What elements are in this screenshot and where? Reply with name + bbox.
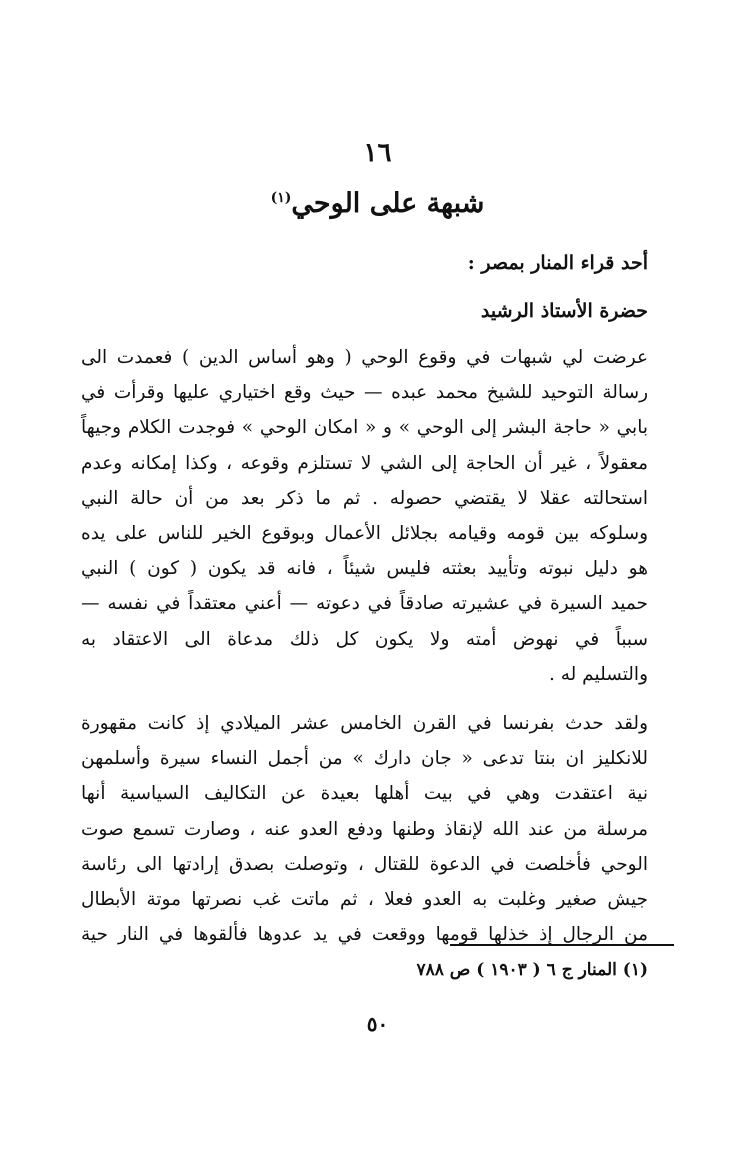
text-line: وسلوكه بين قومه وقيامه بجلائل الأعمال وبوقوع الخير للناس على يده — [81, 523, 648, 545]
section-number: ١٦ — [363, 138, 392, 168]
text-line: الوحي فأخلصت في الدعوة للقتال ، وتوصلت بصدق إرادتها الى رئاسة — [81, 853, 648, 875]
title-text: شبهة على الوحي — [291, 188, 485, 219]
text-line: مرسلة من عند الله لإنقاذ وطنها ودفع العدو عنه ، وصارت تسمع صوت — [81, 818, 648, 840]
salutation-addressee: حضرة الأستاذ الرشيد — [480, 300, 648, 322]
text-line: استحالته عقلا لا يقتضي حصوله . ثم ما ذكر بعد من أن حالة النبي — [81, 487, 648, 509]
paragraph-1 — [81, 340, 648, 692]
text-line: من الرجال إذ خذلها قومها ووقعت في يد عدوها فألقوها في النار حية — [81, 924, 648, 946]
text-line: بابي « حاجة البشر إلى الوحي » و « امكان الوحي » فوجدت الكلام وجيهاً — [81, 417, 648, 439]
text-line: سبباً في نهوض أمته ولا يكون كل ذلك مدعاة الى الاعتقاد به — [81, 628, 648, 650]
salutation-sender: أحد قراء المنار بمصر : — [467, 252, 648, 274]
body-text — [81, 340, 648, 952]
text-line: معقولاً ، غير أن الحاجة إلى الشي لا تستلزم وقوعه ، وكذا إمكانه وعدم — [81, 452, 648, 474]
title-footnote-ref: (١) — [270, 190, 292, 206]
footnote: (١) المنار ج ٦ ( ١٩٠٣ ) ص ٧٨٨ — [416, 960, 648, 980]
text-line: حميد السيرة في عشيرته صادقاً في دعوته — أعني معتقداً في نفسه — — [81, 593, 648, 615]
paragraph-2 — [81, 706, 648, 952]
footnote-divider — [450, 944, 674, 946]
text-line: جيش صغير وغلبت به العدو فعلا ، ثم ماتت غب نصرتها موتة الأبطال — [81, 889, 648, 911]
text-line: عرضت لي شبهات في وقوع الوحي ( وهو أساس الدين ) فعمدت الى — [81, 347, 648, 368]
text-line: والتسليم له . — [548, 663, 648, 685]
page-title — [0, 188, 755, 219]
text-line: نية اعتقدت وهي في بيت أهلها بعيدة عن التكاليف السياسية أنها — [81, 783, 648, 805]
text-line: رسالة التوحيد للشيخ محمد عبده — حيث وقع اختياري عليها وقرأت في — [81, 382, 648, 404]
page-number: ٥٠ — [366, 1012, 389, 1036]
text-line: هو دليل نبوته وتأييد بعثته فليس شيئاً ، فانه قد يكون ( كون ) النبي — [81, 558, 648, 580]
text-line: ولقد حدث بفرنسا في القرن الخامس عشر الميلادي إذ كانت مقهورة — [81, 713, 648, 735]
text-line: للانكليز ان بنتا تدعى « جان دارك » من أجمل النساء سيرة وأسلمهن — [81, 748, 648, 770]
